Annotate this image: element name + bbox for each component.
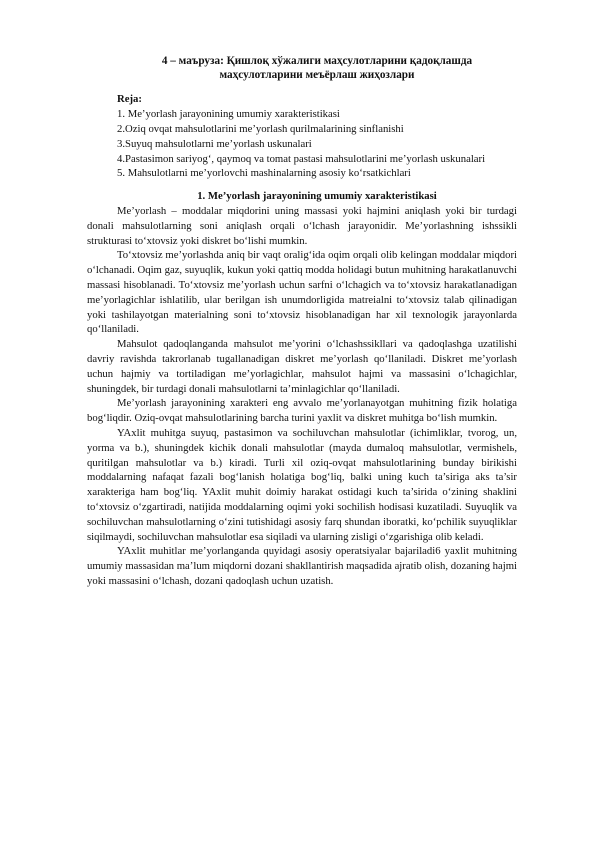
plan-item: 5. Mahsulotlarni me’yorlovchi mashinalarning asosiy ko‘rsatkichlari — [117, 167, 411, 180]
paragraph: Mahsulot qadoqlanganda mahsulot me’yorini o‘lchashssikllari va qadoqlashga uzatilishi davriy ravishda takrorlanab tugallanadigan diskret me’yorlash qo‘llaniladi. Diskret me’yorlash uchun hajmiy va tortiladigan me’yorlagichlar, mahsulot hajmi va massasini o‘lchagichlar, shuningdek, bir turdagi donali mahsulotlarni ta’minlagichlar qo‘llaniladi. — [87, 338, 517, 395]
paragraph: To‘xtovsiz me’yorlashda aniq bir vaqt oralig‘ida oqim orqali olib kelingan moddalar miqdori o‘lchanadi. Oqim gaz, suyuqlik, kukun yoki qattiq modda holidagi butun muhitning harakatlanuvchi massasi hisoblanadi. To‘xtovsiz me’yorlash uchun sarfni o‘lchagich va to‘xtovsiz harakatlanadigan me’yorlagichlar ishlatilib, ular berilgan ish unumdorligida matreialni to‘xtovsiz talab qilinadigan yoki tashilayotgan materialning soni to‘xtovsiz hisoblanadigan har xil texnologik jarayonlarda qo‘llaniladi. — [87, 249, 517, 336]
plan-item: 3.Suyuq mahsulotlarni me’yorlash uskunalari — [117, 137, 312, 150]
section-title: 1. Me’yorlash jarayonining umumiy xarakteristikasi — [197, 190, 437, 203]
plan-item: 2.Oziq ovqat mahsulotlarini me’yorlash qurilmalarining sinflanishi — [117, 123, 404, 135]
document-page — [87, 54, 517, 589]
plan-item: 1. Me’yorlash jarayonining umumiy xarakteristikasi — [117, 108, 340, 121]
plan-heading: Reja: — [117, 93, 142, 106]
title-line-2: маҳсулотларини меъёрлаш жиҳозлари — [219, 69, 415, 82]
paragraph: Me’yorlash – moddalar miqdorini uning massasi yoki hajmini aniqlash yoki bir turdagi donali mahsulotlarning soni aniqlash orqali o‘lchash jarayonidir. Me’yorlashning ishssikli strukturasi to‘xtovsiz yoki diskret bo‘lishi mumkin. — [87, 204, 517, 247]
paragraph: YAxlit muhitlar me’yorlanganda quyidagi asosiy operatsiyalar bajariladi6 yaxlit muhitning umumiy massasidan ma’lum miqdorni dozani shakllantirish maqsadida ajratib olish, dozaning hajmi yoki massasini o‘lchash, dozani qadoqlash uchun uzatish. — [87, 545, 517, 587]
title-line-1: 4 – маъруза: Қишлоқ хўжалиги маҳсулотларини қадоқлашда — [161, 55, 473, 67]
paragraph: YAxlit muhitga suyuq, pastasimon va sochiluvchan mahsulotlar (ichimliklar, tvorog, un, yorma va b.), shuningdek kichik donali mahsulotlar (mayda dumaloq mahsulotlar, vermishelь, quritilgan mahsulotlar va b.) kiradi. Turli xil oziq-ovqat mahsulotlarining bunday birikishi moddalarning nafaqat fazali bog‘lanish holatiga bog‘liq, balki uning kuch ta’siriga aks ta’sir xarakteriga ham bog‘liq. YAxlit muhit doimiy harakat ostidagi kuch ta’sirida o‘zining shaklini to‘xtovsiz o‘zgartiradi, natijida moddalarning oqimi yoki sochilish hodisasi kuzatiladi. Suyuqlik va sochiluvchan mahsulotlarning o‘zini tutishidagi asosiy farq shundan iboratki, ko‘pchilik suyuqliklar siqilmaydi, sochiluvchan mahsulotlar esa siqiladi va ularning zisligi o‘zgarishiga olib keladi. — [87, 426, 517, 543]
lecture-title — [117, 54, 517, 82]
plan-item: 4.Pastasimon sariyog‘, qaymoq va tomat pastasi mahsulotlarini me’yorlash uskunalari — [117, 152, 486, 165]
paragraph: Me’yorlash jarayonining xarakteri eng avvalo me’yorlanayotgan muhitning fizik holatiga bog‘liqdir. Oziq-ovqat mahsulotlarining barcha turini yaxlit va diskret muhitga bo‘lish mumkin. — [87, 397, 517, 425]
